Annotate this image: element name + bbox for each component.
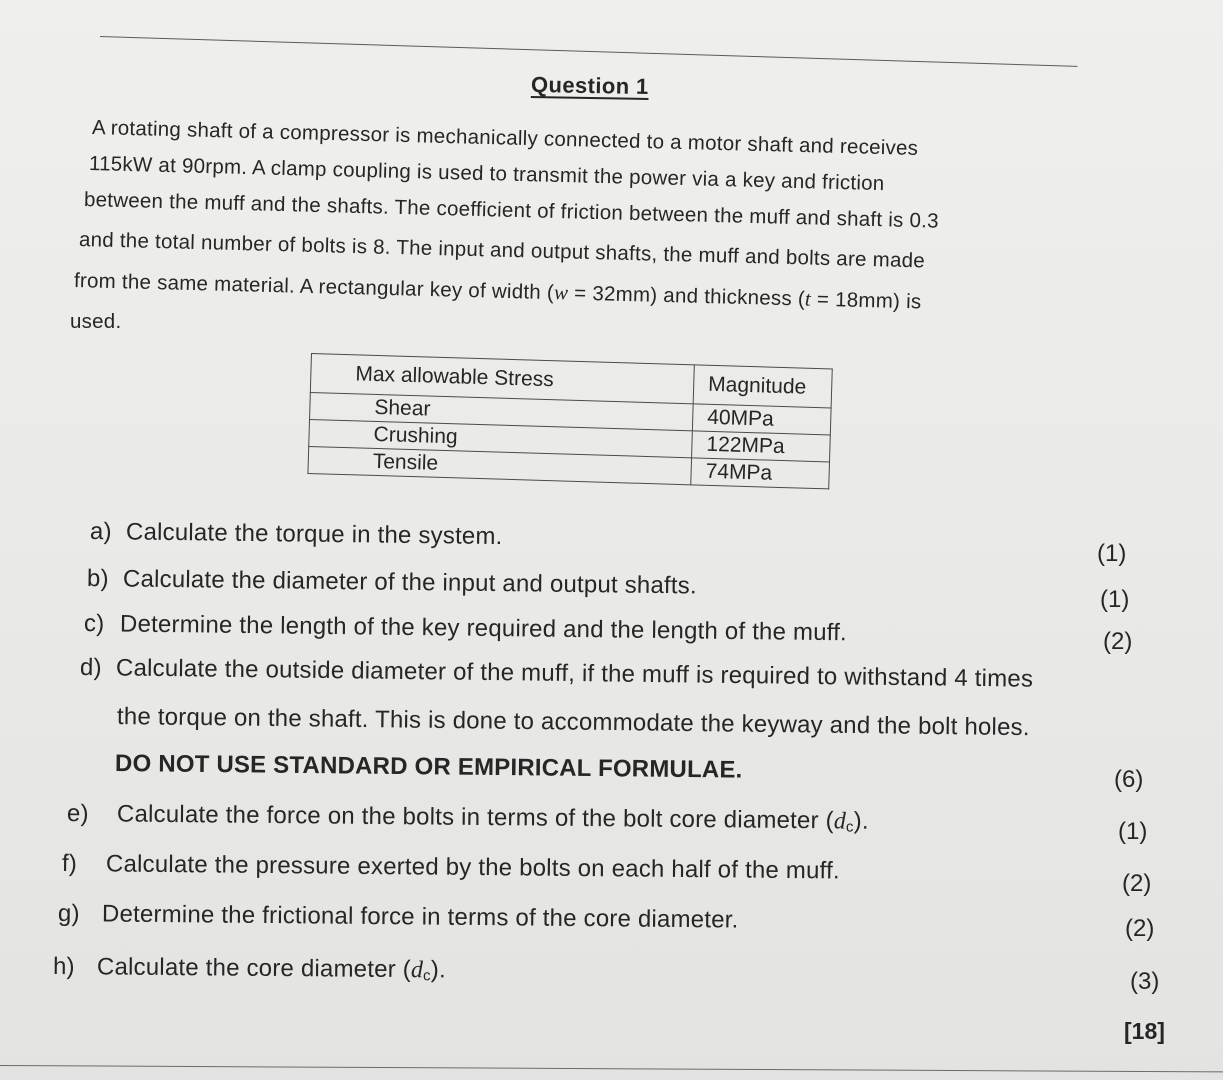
- question-e-label: e): [66, 800, 89, 828]
- key-thickness-text: and thickness: [663, 283, 793, 311]
- question-d: [80, 654, 1033, 694]
- question-e: [67, 800, 869, 836]
- question-a-mark: (1): [1097, 540, 1127, 567]
- question-f-mark: (2): [1122, 870, 1152, 897]
- question-h-label: h): [52, 953, 75, 981]
- question-title: Question 1: [530, 71, 649, 100]
- question-g-text: Determine the frictional force in terms of the core diameter.: [101, 900, 739, 934]
- paragraph-line-3: between the muff and the shafts. The coefficient of friction between the muff and shaft is 0.3: [83, 188, 940, 233]
- paragraph-line-1: A rotating shaft of a compressor is mechanically connected to a motor shaft and receives: [91, 116, 919, 160]
- question-d-label: d): [79, 654, 102, 682]
- question-g-label: g): [57, 900, 80, 928]
- key-intro-text: from the same material. A rectangular key of width: [73, 269, 542, 304]
- question-h-text: Calculate the core diameter (: [96, 953, 412, 984]
- key-thickness-symbol: t: [804, 286, 812, 311]
- table-cell-magnitude: 122MPa: [692, 431, 831, 462]
- question-e-var: d: [833, 808, 847, 835]
- question-e-sub: c: [845, 818, 854, 836]
- table-cell-stress: Crushing: [309, 419, 693, 457]
- question-b-label: b): [86, 565, 109, 593]
- question-b-text: Calculate the diameter of the input and output shafts.: [122, 565, 697, 600]
- question-g-mark: (2): [1125, 915, 1155, 942]
- question-f-text: Calculate the pressure exerted by the bolts on each half of the muff.: [105, 850, 840, 885]
- question-c-mark: (2): [1103, 628, 1133, 655]
- bottom-rule: [0, 1065, 1223, 1072]
- question-h-var: d: [410, 957, 424, 984]
- question-c-label: c): [83, 610, 105, 638]
- table-cell-magnitude: 40MPa: [692, 404, 831, 435]
- question-a-label: a): [89, 518, 112, 546]
- key-width-symbol: w: [553, 280, 569, 305]
- key-width-value: = 32mm: [567, 281, 651, 307]
- question-b: [87, 565, 697, 600]
- paragraph-line-5: from the same material. A rectangular key of width (w = 32mm) and thickness (t = 18mm) is: [73, 269, 922, 314]
- table-cell-stress: Tensile: [308, 446, 692, 484]
- paragraph-line-4: and the total number of bolts is 8. The input and output shafts, the muff and bolts are made: [78, 228, 926, 273]
- question-a-text: Calculate the torque in the system.: [125, 518, 503, 551]
- table-header-stress: Max allowable Stress: [310, 354, 694, 404]
- question-h-sub: c: [423, 967, 431, 985]
- paragraph-line-2: 115kW at 90rpm. A clamp coupling is used to transmit the power via a key and friction: [88, 152, 885, 196]
- question-c: [84, 610, 847, 647]
- question-c-text: Determine the length of the key required and the length of the muff.: [119, 610, 848, 647]
- table-cell-stress: Shear: [310, 392, 694, 430]
- question-f-label: f): [61, 850, 78, 878]
- question-h-end: ).: [430, 956, 447, 984]
- paragraph-line-6: used.: [70, 310, 122, 333]
- question-d-line2: the torque on the shaft. This is done to accommodate the keyway and the bolt holes.: [116, 703, 1030, 742]
- key-end-text: is: [905, 290, 922, 314]
- total-marks: [18]: [1124, 1018, 1165, 1044]
- question-h: [53, 953, 446, 984]
- question-h-mark: (3): [1130, 968, 1160, 995]
- question-d-note: DO NOT USE STANDARD OR EMPIRICAL FORMULAE.: [114, 750, 743, 784]
- question-e-end: ).: [853, 807, 869, 835]
- question-d-line1: Calculate the outside diameter of the muff, if the muff is required to withstand 4 times: [115, 654, 1034, 693]
- table-header-magnitude: Magnitude: [693, 365, 832, 408]
- question-b-mark: (1): [1100, 586, 1130, 613]
- question-f: [62, 850, 840, 885]
- question-a: [90, 518, 503, 551]
- question-g: [58, 900, 739, 935]
- stress-table: [307, 353, 832, 489]
- question-d-mark: (6): [1114, 766, 1144, 793]
- question-e-mark: (1): [1118, 818, 1148, 845]
- key-thickness-value: = 18mm: [810, 287, 894, 313]
- top-rule: [100, 36, 1078, 67]
- table-cell-magnitude: 74MPa: [691, 458, 830, 489]
- question-e-text: Calculate the force on the bolts in terms of the bolt core diameter (: [116, 800, 834, 835]
